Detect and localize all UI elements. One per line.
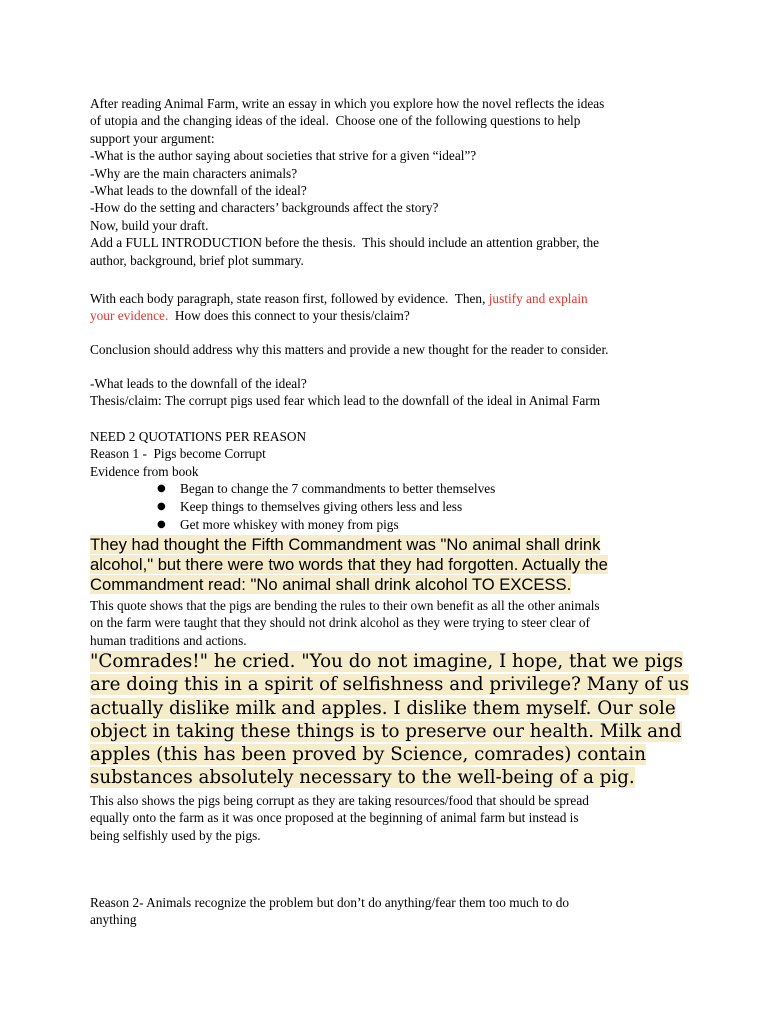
evidence-label: Evidence from book <box>90 463 199 479</box>
reason-2-heading: anything <box>90 912 137 928</box>
quote-line <box>90 535 710 555</box>
reason-2-heading: Reason 2- Animals recognize the problem but don’t do anything/fear them too much to do <box>90 895 570 910</box>
bullet-icon: ● <box>157 483 166 494</box>
prompt-line: of utopia and the changing ideas of the ideal. Choose one of the following questions to help <box>90 113 581 129</box>
quote-text: "Comrades!" he cried. "You do not imagine, I hope, that we pigs <box>90 651 684 672</box>
thesis-statement: Thesis/claim: The corrupt pigs used fear which lead to the downfall of the ideal in Animal Farm <box>90 393 601 409</box>
list-item-text: Keep things to themselves giving others less and less <box>180 499 463 514</box>
reason-1-block <box>90 428 690 480</box>
list-item <box>157 498 677 516</box>
instruction-line <box>90 307 690 324</box>
quote-text: alcohol," but there were two words that they had forgotten. Actually the <box>90 554 608 574</box>
highlighted-quote-2 <box>90 650 730 790</box>
prompt-line: support your argument: <box>90 130 215 146</box>
instruction-line <box>90 290 690 307</box>
quote-text: They had thought the Fifth Commandment was "No animal shall drink <box>90 535 601 554</box>
guiding-question: -What leads to the downfall of the ideal? <box>90 183 307 199</box>
quote-text: are doing this in a spirit of selfishness and privilege? Many of us <box>90 674 689 696</box>
list-item-text: Began to change the 7 commandments to better themselves <box>180 481 496 496</box>
emphasis-text: justify and explain <box>488 291 588 306</box>
evidence-list <box>157 480 677 534</box>
quote-line <box>90 555 710 575</box>
build-draft-line: Now, build your draft. <box>90 217 209 233</box>
quotation-requirement: NEED 2 QUOTATIONS PER REASON <box>90 429 307 444</box>
explanation-line: This also shows the pigs being corrupt as they are taking resources/food that should be spread <box>90 793 589 808</box>
quote-line <box>90 766 730 789</box>
instruction-text: How does this connect to your thesis/claim? <box>168 308 410 324</box>
quote-text: substances absolutely necessary to the well-being of a pig. <box>90 767 635 789</box>
thesis-block <box>90 375 690 410</box>
bullet-icon: ● <box>157 501 166 512</box>
quote-line <box>90 697 730 720</box>
bullet-icon: ● <box>157 519 166 530</box>
introduction-instruction: Add a FULL INTRODUCTION before the thesis. This should include an attention grabber, the <box>90 235 600 251</box>
quote-line <box>90 743 730 766</box>
list-item <box>157 516 677 534</box>
prompt-line: After reading Animal Farm, write an essay in which you explore how the novel reflects the ideas <box>90 96 605 111</box>
explanation-line: being selfishly used by the pigs. <box>90 827 261 843</box>
emphasis-text: your evidence. <box>90 308 169 324</box>
quote-2-explanation <box>90 792 710 844</box>
conclusion-instruction: Conclusion should address why this matters and provide a new thought for the reader to consider. <box>90 342 609 357</box>
quote-line <box>90 575 710 595</box>
explanation-line: This quote shows that the pigs are bending the rules to their own benefit as all the other animals <box>90 598 600 613</box>
body-paragraph-instruction <box>90 290 690 325</box>
quote-text: apples (this has been proved by Science, comrades) contain <box>90 744 647 766</box>
guiding-question: -Why are the main characters animals? <box>90 165 298 181</box>
reason-1-heading: Reason 1 - Pigs become Corrupt <box>90 446 266 462</box>
quote-text: actually dislike milk and apples. I dislike them myself. Our sole <box>90 697 676 719</box>
list-item-text: Get more whiskey with money from pigs <box>180 517 399 532</box>
explanation-line: equally onto the farm as it was once proposed at the beginning of animal farm but instead is <box>90 810 579 826</box>
quote-text: Commandment read: "No animal shall drink alcohol TO EXCESS. <box>90 574 572 594</box>
introduction-instruction: author, background, brief plot summary. <box>90 252 304 268</box>
quote-text: object in taking these things is to preserve our health. Milk and <box>90 720 682 742</box>
assignment-prompt <box>90 95 690 269</box>
explanation-line: human traditions and actions. <box>90 632 247 648</box>
highlighted-quote-1 <box>90 535 710 594</box>
instruction-text: With each body paragraph, state reason first, followed by evidence. Then, <box>90 291 489 306</box>
quote-line <box>90 650 730 673</box>
quote-line <box>90 720 730 743</box>
explanation-line: on the farm were taught that they should not drink alcohol as they were trying to steer clear of <box>90 615 590 631</box>
guiding-question: -What is the author saying about societies that strive for a given “ideal”? <box>90 148 477 164</box>
chosen-question: -What leads to the downfall of the ideal? <box>90 376 307 391</box>
quote-1-explanation <box>90 597 710 649</box>
quote-line <box>90 673 730 696</box>
reason-2-block <box>90 894 710 929</box>
guiding-question: -How do the setting and characters’ backgrounds affect the story? <box>90 200 439 216</box>
list-item <box>157 480 677 498</box>
